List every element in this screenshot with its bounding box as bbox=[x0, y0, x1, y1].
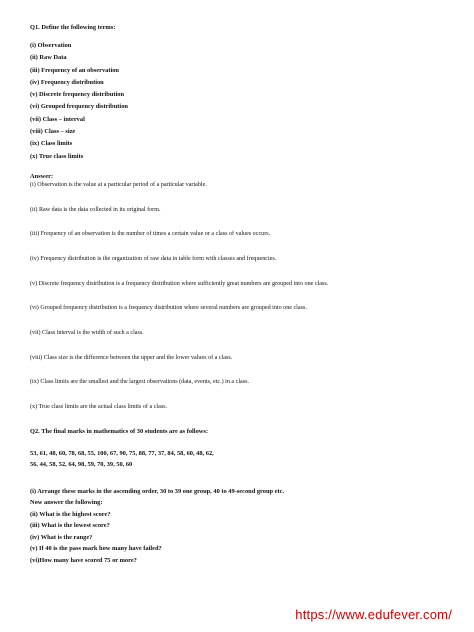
term-item: (i) Observation bbox=[30, 42, 72, 49]
answer-item: (vi) Grouped frequency distribution is a frequency distribution where several numbers are grouped into one class. bbox=[30, 305, 307, 312]
document-content bbox=[30, 24, 450, 566]
sub-question: (vi)How many have scored 75 or more? bbox=[30, 556, 137, 564]
answer-item: (iii) Frequency of an observation is the number of times a certain value or a class of values occurs. bbox=[30, 231, 271, 238]
term-item: (iv) Frequency distribution bbox=[30, 78, 104, 86]
answers-list bbox=[30, 181, 450, 411]
question-2-title: Q2. The final marks in mathematics of 30 students are as follows: bbox=[30, 427, 208, 435]
term-item: (vi) Grouped frequency distribution bbox=[30, 103, 128, 111]
marks-data bbox=[30, 448, 450, 470]
sub-question: (i) Arrange these marks in the ascending order, 30 to 39 one group, 40 to 49-second group etc. bbox=[30, 487, 285, 495]
term-item: (ii) Raw Data bbox=[30, 54, 67, 62]
term-item: (viii) Class – size bbox=[30, 128, 76, 136]
answer-item: (i) Observation is the value at a particular period of a particular variable. bbox=[30, 181, 207, 188]
term-item: (x) True class limits bbox=[30, 152, 84, 160]
answer-item: (x) True class limits are the actual class limits of a class. bbox=[30, 404, 168, 411]
marks-line: 56, 44, 58, 52, 64, 98, 59, 70, 39, 50, 60 bbox=[30, 460, 133, 468]
sub-questions-list bbox=[30, 486, 450, 567]
answer-item: (ii) Raw data is the data collected in its original form. bbox=[30, 206, 161, 213]
answer-item: (vii) Class interval is the width of such a class. bbox=[30, 330, 144, 337]
term-item: (ix) Class limits bbox=[30, 140, 73, 148]
sub-question: (iii) What is the lowest score? bbox=[30, 522, 110, 530]
answer-item: (v) Discrete frequency distribution is a frequency distribution where sufficiently great numbers are grouped into one class. bbox=[30, 280, 329, 287]
answer-item: (iv) Frequency distribution is the organization of raw data in table form with classes and frequencies. bbox=[30, 256, 277, 263]
sub-question: Now answer the following: bbox=[30, 499, 103, 507]
sub-question: (iv) What is the range? bbox=[30, 533, 93, 541]
question-1-title: Q1. Define the following terms: bbox=[30, 24, 116, 31]
sub-question: (v) If 40 is the pass mark how many have failed? bbox=[30, 545, 162, 553]
term-item: (vii) Class – interval bbox=[30, 115, 85, 123]
marks-line: 53, 61, 48, 60, 78, 68, 55, 100, 67, 90, 75, 88, 77, 37, 84, 58, 60, 48, 62, bbox=[30, 449, 214, 457]
answer-item: (ix) Class limits are the smallest and the largest observations (data, events, etc.) in a class. bbox=[30, 379, 250, 386]
website-link[interactable]: https://www.edufever.com/ bbox=[295, 607, 452, 622]
terms-list bbox=[30, 40, 450, 163]
term-item: (v) Discrete frequency distribution bbox=[30, 91, 125, 99]
answer-item: (viii) Class size is the difference between the upper and the lower values of a class. bbox=[30, 354, 233, 361]
sub-question: (ii) What is the highest score? bbox=[30, 510, 111, 518]
term-item: (iii) Frequency of an observation bbox=[30, 66, 119, 74]
answer-heading: Answer: bbox=[30, 172, 54, 180]
